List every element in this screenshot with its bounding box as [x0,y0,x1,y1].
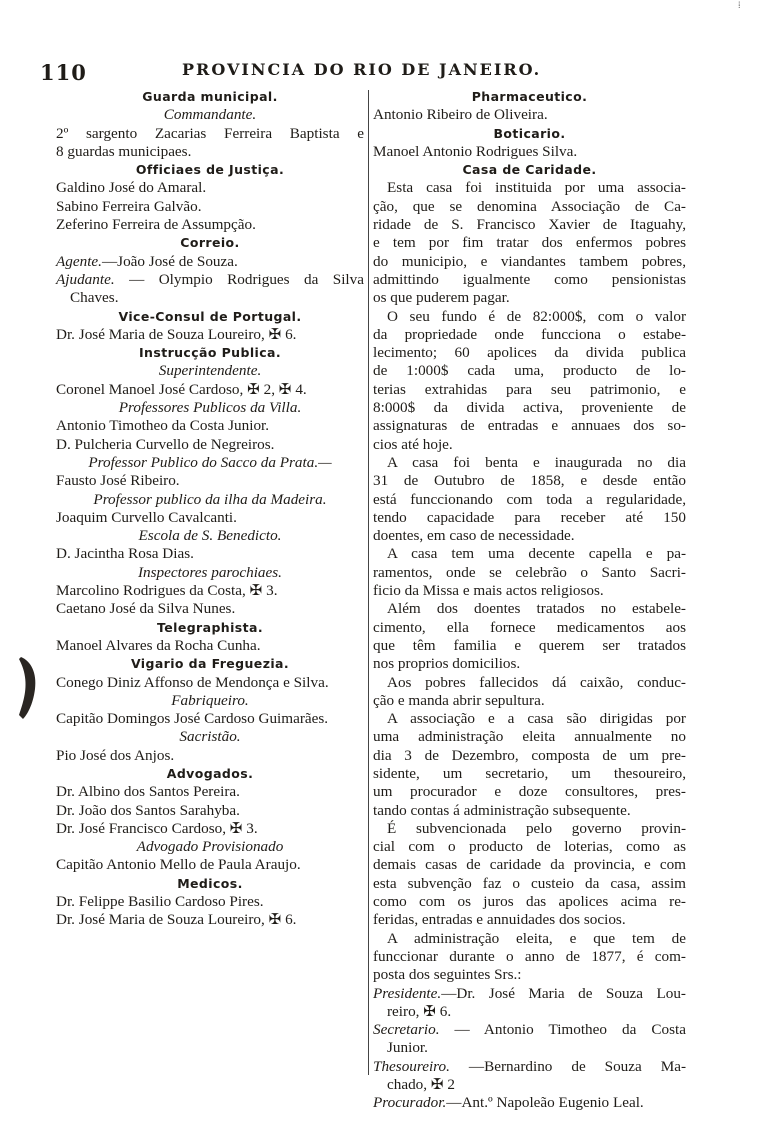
paragraph-start: A administração eleita, e que tem de [387,929,686,947]
text-line: nos proprios domicilios. [373,655,521,673]
subheading: Sacristão. [179,728,241,746]
text-line: Capitão Domingos José Cardoso Guimarães. [56,710,329,728]
paragraph-start: É subvencionada pelo governo provin- [387,819,686,837]
text-line: admittindo igualmente como pensionistas [373,270,686,288]
paragraph-start: Aos pobres fallecidos dá caixão, conduc- [387,673,686,691]
text-line: Coronel Manoel José Cardoso, ✠ 2, ✠ 4. [56,380,307,398]
text-line: Conego Diniz Affonso de Mendonça e Silva. [56,673,329,691]
subheading: Advogado Provisionado [136,838,284,856]
text-line: ção, que se denomina Associação de Ca- [373,197,686,215]
text-line: dia 3 de Dezembro, composta de um pre- [373,746,686,764]
text-line: Dr. José Maria de Souza Loureiro, ✠ 6. [56,911,297,929]
role-holder: —Ant.º Napoleão Eugenio Leal. [446,1094,644,1112]
text-line: como com os juros das apolices acima re- [373,893,686,911]
corner-mark: ⁞ [738,1,741,11]
role-label: Ajudante. [56,270,115,288]
text-line: assignaturas de entradas e annuaes dos so- [373,417,686,435]
text-line: Sabino Ferreira Galvão. [56,197,202,215]
text-line: D. Jacintha Rosa Dias. [56,545,194,563]
text-line: de 1:000$ cada uma, producto de lo- [373,362,686,380]
text-line: feridas, entradas e annuidades dos socios. [373,911,626,929]
text-line: Dr. Felippe Basilio Cardoso Pires. [56,893,264,911]
role-label: Thesoureiro. [373,1057,450,1075]
text-line: cios até hoje. [373,435,453,453]
text-line: cial com o producto de loterias, como as [373,838,686,856]
section-heading: Telegraphista. [157,619,263,635]
text-line: Manoel Alvares da Rocha Cunha. [56,636,261,654]
text-line: Dr. José Maria de Souza Loureiro, ✠ 6. [56,325,297,343]
section-heading: Pharmaceutico. [471,89,588,104]
text-line: Chaves. [70,289,119,307]
section-heading: Casa de Caridade. [462,162,597,178]
paragraph-start: A associação e a casa são dirigidas por [387,710,686,728]
text-line: uma administração eleita annualmente no [373,728,686,746]
section-heading: Vice-Consul de Portugal. [118,308,302,324]
text-line: demais casas de caridade da provincia, e com [373,856,686,874]
subheading: Escola de S. Benedicto. [138,527,282,545]
text-line [373,1094,686,1112]
text-line: esta subvenção faz o custeio da casa, assim [373,874,686,892]
text-line: 8 guardas municipaes. [56,142,192,160]
text-line: ção e manda abrir sepultura. [373,691,545,709]
text-line: do municipio, e viandantes tambem pobres, [373,252,686,270]
text-line: tendo capacidade para receber até 150 [373,508,686,526]
subheading: Professores Publicos da Villa. [118,399,302,417]
text-line: terias extrahidas para seu patrimonio, e [373,380,686,398]
text-line: está funccionando com toda a regularidade, [373,490,686,508]
subheading: Commandante. [163,106,257,124]
text-line: tando contas á administração subsequente. [373,801,631,819]
text-line [373,985,686,1003]
text-line: que têm familia e querem ser tratados [373,636,686,654]
column-divider [368,90,369,1075]
text-line: e tem por fim tratar dos enfermos pobres [373,234,686,252]
text-line: posta dos seguintes Srs.: [373,966,522,984]
text-line: 2º sargento Zacarias Ferreira Baptista e [56,124,364,142]
text-line: Fausto José Ribeiro. [56,472,180,490]
text-line: 31 de Outubro de 1858, e desde então [373,472,686,490]
page-title: PROVINCIA DO RIO DE JANEIRO. [182,60,542,79]
role-holder: —João José de Souza. [101,252,238,270]
text-line [56,253,364,271]
text-line: lecimento; 60 apolices da divida publica [373,344,686,362]
text-line: Dr. José Francisco Cardoso, ✠ 3. [56,819,258,837]
text-line: cimento, ella fornece medicamentos aos [373,618,686,636]
text-line: ficio da Missa e mais actos religiosos. [373,582,604,600]
text-line: Marcolino Rodrigues da Costa, ✠ 3. [56,582,278,600]
text-line: Joaquim Curvello Cavalcanti. [56,508,237,526]
text-line [373,1058,686,1076]
role-holder: — Olympio Rodrigues da Silva [114,270,364,288]
text-line: ridade de S. Francisco Xavier de Itaguahy, [373,216,686,234]
role-label: Presidente. [373,984,442,1002]
section-heading: Instrucção Publica. [139,345,281,361]
paragraph-start: Esta casa foi instituida por uma associa- [387,179,686,197]
text-line [373,1021,686,1039]
text-line: Manoel Antonio Rodrigues Silva. [373,142,578,160]
text-line: um procurador e doze consultores, pres- [373,783,686,801]
text-line: Zeferino Ferreira de Assumpção. [56,216,256,234]
role-holder: —Dr. José Maria de Souza Lou- [441,984,686,1002]
section-heading: Guarda municipal. [142,89,278,104]
text-line: da propriedade onde funcciona o estabe- [373,325,686,343]
text-line: os que puderem pagar. [373,289,510,307]
text-line: Dr. Albino dos Santos Pereira. [56,783,240,801]
text-line: Pio José dos Anjos. [56,746,175,764]
text-line: Capitão Antonio Mello de Paula Araujo. [56,856,301,874]
text-line: sidente, um secretario, um thesoureiro, [373,764,686,782]
section-heading: Correio. [180,235,240,251]
role-label: Agente. [56,252,102,270]
section-heading: Vigario da Freguezia. [130,656,290,672]
role-holder: — Antonio Timotheo da Costa [439,1021,686,1039]
text-line: ramentos, onde se celebrão o Santo Sacri- [373,563,686,581]
section-heading: Boticario. [493,125,566,141]
role-holder: —Bernardino de Souza Ma- [449,1057,686,1075]
binding-mark [17,655,39,721]
text-line [56,271,364,289]
text-line: funccionar durante o anno de 1877, é com- [373,947,686,965]
subheading: Superintendente. [158,362,262,380]
text-line: doentes, em caso de necessidade. [373,527,575,545]
paragraph-start: A casa tem uma decente capella e pa- [387,545,686,563]
text-line: Junior. [387,1039,428,1057]
text-line: reiro, ✠ 6. [387,1002,452,1020]
role-label: Procurador. [373,1094,447,1112]
subheading: Professor publico da ilha da Madeira. [93,490,327,508]
text-line: Galdino José do Amaral. [56,179,207,197]
role-label: Secretario. [373,1021,440,1039]
subheading: Fabriqueiro. [171,691,249,709]
text-line: chado, ✠ 2 [387,1076,455,1094]
text-line: Caetano José da Silva Nunes. [56,600,236,618]
paragraph-start: Além dos doentes tratados no estabele- [387,600,686,618]
right-column [373,88,686,1113]
section-heading: Medicos. [177,875,243,891]
left-column [56,88,364,930]
section-heading: Advogados. [166,765,254,781]
page-number: 110 [40,60,87,85]
subheading: Professor Publico do Sacco da Prata.— [88,453,332,471]
text-line: Antonio Ribeiro de Oliveira. [373,106,548,124]
text-line: 8:000$ da divida activa, proveniente de [373,399,686,417]
paragraph-start: A casa foi benta e inaugurada no dia [387,453,686,471]
subheading: Inspectores parochiaes. [138,563,282,581]
text-line: Dr. João dos Santos Sarahyba. [56,801,240,819]
text-line: Antonio Timotheo da Costa Junior. [56,417,270,435]
text-line: D. Pulcheria Curvello de Negreiros. [56,435,275,453]
paragraph-start: O seu fundo é de 82:000$, com o valor [387,307,686,325]
section-heading: Officiaes de Justiça. [135,162,285,178]
